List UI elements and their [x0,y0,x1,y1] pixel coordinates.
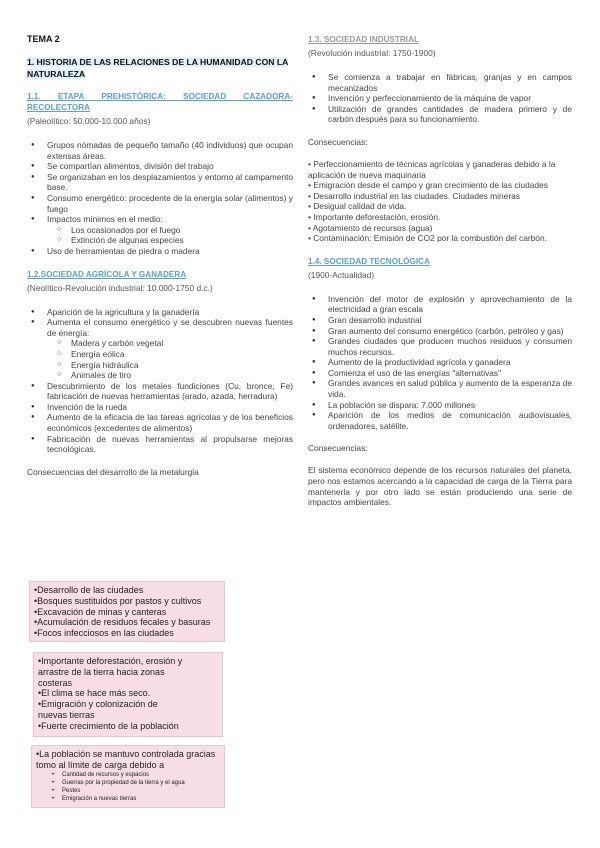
consequence-line: • Perfeccionamiento de técnicas agrícolas y ganaderas debido a la aplicación de nueva maquinaria [308,158,556,180]
box-line: •El clima se hace más seco. [38,688,151,699]
consequence-line: • Importante deforestación, erosión. [308,211,441,222]
list-item: ● Aumento de la eficacia de las tareas agrícolas y de los beneficios económicos (excedentes de alimentos) [27,412,293,433]
section-1-3-consequences-list [308,159,572,244]
box-line: costeras [38,677,73,688]
box-line: arrastre de la tierra hacia zonas [38,666,165,677]
list-item: ● Fabricación de nuevas herramientas al propulsarse mejoras tecnológicas. [27,434,293,455]
section-1-2-title: 1.2.SOCIEDAD AGRÍCOLA Y GANADERA [27,269,187,279]
consequences-box-population [31,745,225,808]
section-1-4-period: (1900-Actualidad) [308,269,375,280]
list-item: ● Invención del motor de explosión y aprovechamiento de la electricidad a gran escala [308,294,572,315]
sub-list-item: ○ Animales de tiro [47,370,293,381]
sub-list-item: ○ Los ocasionados por el fuego [47,225,293,236]
section-1-3-period: (Revolución industrial: 1750-1900) [308,48,436,58]
list-item: ● Grandes ciudades que producen muchos residuos y consumen muchos recursos. [308,336,572,357]
box-line: •Fuerte crecimiento de la población [38,720,179,731]
box-line: nuevas tierras [38,709,95,720]
box-line: •Importante deforestación, erosión y [38,656,183,666]
list-item: ● La población se dispara: 7.000 millones [308,400,572,411]
sub-list-item: ○ Madera y carbón vegetal [47,338,293,349]
section-1-4-list [308,294,572,432]
list-item: ● Descubrimiento de los metales fundiciones (Cu, bronce, Fe) fabricación de nuevas herramientas (arado, azada, herradura) [27,381,293,402]
section-1-3-consequences-label: Consecuencias: [308,136,368,147]
sub-list-item: ○ Extinción de algunas especies [47,235,293,246]
consequence-line: • Agotamiento de recursos (agua) [308,222,433,233]
list-item [27,214,293,246]
section-1-3-title: 1.3. SOCIEDAD INDUSTRIAL [308,35,419,44]
section-1-1-period: (Paleolítico: 50.000-10.000 años) [27,116,151,126]
list-item: ● Grupos nómadas de pequeño tamaño (40 individuos) que ocupan extensas áreas. [27,140,293,161]
sub-list [47,225,293,246]
section-1-4-title: 1.4. SOCIEDAD TECNOLÓGICA [308,256,430,266]
consequence-line: • Desarrollo industrial en las ciudades. Ciudades mineras [308,190,520,201]
box-line: •Acumulación de residuos fecales y basuras [34,617,211,628]
list-item: ● Consumo energético: procedente de la energía solar (alimentos) y fuego [27,193,293,214]
list-item-text: Impactos mínimos en el medio: [47,214,163,225]
list-item-text: Aumenta el consumo energético y se descubren nuevas fuentes de energía: [47,317,293,338]
consequence-line: • Contaminación: Emisión de CO2 por la combustión del carbón. [308,233,547,244]
list-item: ● Grandes avances en salud pública y aumento de la esperanza de vida. [308,378,572,399]
list-item: ● Se organizaban en los desplazamientos y entorno al campamento base. [27,172,293,193]
consequence-line: • Emigración desde el campo y gran crecimiento de las ciudades [308,180,548,191]
list-item: ● Se compartían alimentos, división del trabajo [27,161,293,172]
section-1-1-title: 1.1. ETAPA PREHISTÓRICA: SOCIEDAD CAZADORA-RECOLECTORA [27,92,293,112]
section-1-4-consequences-label: Consecuencias: [308,443,368,454]
box-line: •Emigración y colonización de [38,699,158,710]
sub-list-item: ○ Energía eólica [47,349,293,360]
box-line: •Bosques sustituidos por pastos y cultivos [34,595,202,606]
list-item: ● Se comienza a trabajar en fábricas, granjas y en campos mecanizados [308,72,572,93]
list-item: ● Aparición de la agricultura y la ganadería [27,307,293,318]
left-column [27,34,293,489]
list-item: ● Aumento de la productividad agrícola y ganadera [308,357,572,368]
chapter-title-text: 1. HISTORIA DE LAS RELACIONES DE LA HUMANIDAD CON LA NATURALEZA [27,57,289,79]
section-1-2-period: (Neolítico-Revolución industrial: 10.000-1750 d.c.) [27,282,213,293]
section-1-3-list [308,72,572,125]
list-item: ● Gran aumento del consumo energético (carbón, petróleo y gas) [308,326,572,337]
box-line: •Desarrollo de las ciudades [34,585,144,595]
list-item: ● Comienza el uso de las energías "alternativas" [308,368,572,379]
list-item: ● Invención de la rueda [27,402,293,413]
list-item: ● Invención y perfeccionamiento de la máquina de vapor [308,93,572,104]
box-line: tomo al límite de carga debido a [36,759,165,770]
section-1-1-list [27,140,293,257]
list-item [27,317,293,381]
topic-label: TEMA 2 [27,34,60,44]
box-sub-line: • Cantidad de recursos y espacios [36,771,220,779]
right-column [308,34,572,520]
box-sub-line: • Emigración a nuevas tierras [36,795,220,803]
box-sub-line: • Guerras por la propiedad de la tierra y el agua [36,779,220,787]
sub-list [47,338,293,380]
section-1-2-list [27,307,293,455]
list-item: ● Aparición de los medios de comunicación audiovisuales, ordenadores, satélite. [308,410,572,431]
list-item: ● Uso de herramientas de piedra o madera [27,246,293,257]
box-line: •Excavación de minas y canteras [34,606,167,617]
consequences-box-cities [29,581,225,642]
consequence-line: • Desigual calidad de vida. [308,201,407,212]
section-1-4-consequences-paragraph: El sistema económico depende de los recursos naturales del planeta, pero nos estamos acercando a la capacidad de carga de la Tierra para mantenerla y por otro lado se están produciendo una serie de impactos ambientales. [308,465,572,508]
metallurgy-consequences-label: Consecuencias del desarrollo de la metalurgia [27,466,199,477]
consequences-box-environment [33,652,223,737]
list-item: ● Gran desarrollo industrial [308,315,572,326]
box-line: •Focos infecciosos en las ciudades [34,628,174,639]
box-sub-line: • Pestes [36,787,220,795]
box-line: •La población se mantuvo controlada gracias [36,749,216,759]
sub-list-item: ○ Energía hidráulica [47,360,293,371]
chapter-title [27,56,293,80]
list-item: ● Utilización de grandes cantidades de madera primero y de carbón después para su funcionamiento. [308,104,572,125]
